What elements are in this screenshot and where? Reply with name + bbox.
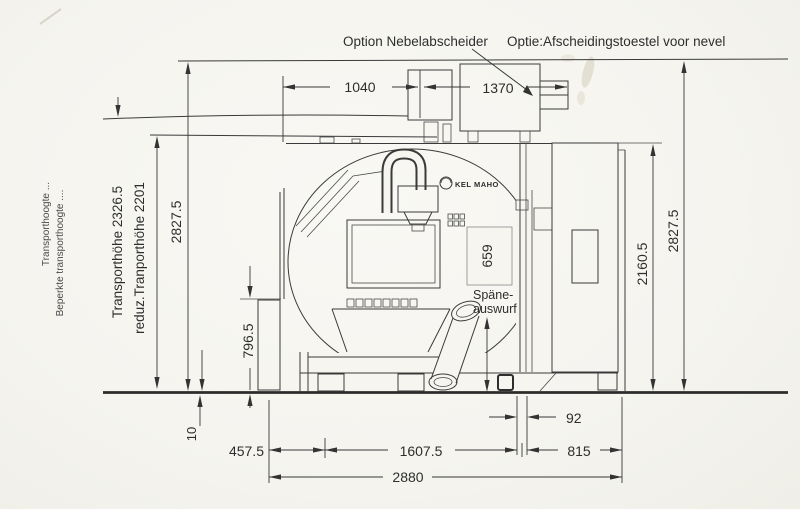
chip-label-line1: Späne- [473,288,514,302]
separator-attachment-bottom [540,95,568,109]
brand-text: KEL MAHO [455,180,499,189]
dim-table-height: 796.5 [240,323,256,359]
transport-label-german-2: reduz.Tranporthöhe 2201 [132,182,147,334]
dim-chip-height: 659 [479,244,495,268]
left-side-panel [258,300,280,390]
transport-labels [41,182,147,334]
electrical-cabinet [552,143,618,372]
option-label-dutch: Optie:Afscheidingstoestel voor nevel [507,34,726,49]
spindle-nose [404,212,432,224]
cabinet-foot [598,372,617,390]
transport-label-dutch-1: Transporthoogte ... [41,181,52,267]
viewing-window [347,220,440,288]
dim-plate-thickness: 10 [184,426,199,442]
separator-attachment-top [540,81,568,95]
dim-right-total-height: 2827.5 [665,209,681,253]
deckel-maho-logo-icon [440,177,452,189]
dim-left-total-height: 2827.5 [168,200,184,244]
transport-label-german-1: Transporthöhe 2326.5 [110,185,125,319]
dim-top-left: 1040 [344,79,376,95]
dim-bottom-mid: 1607.5 [399,443,443,459]
dim-bottom-right: 815 [567,443,591,459]
cabinet-door-panel [572,230,598,283]
right-dimensions [600,61,687,391]
mist-separator-unit [460,64,540,131]
dim-bottom-left: 457.5 [228,443,264,459]
vent-slats [347,299,417,307]
brand-logo [440,177,499,189]
dim-total-width: 2880 [392,469,424,485]
dim-top-right: 1370 [482,80,514,96]
bottom-dimensions [229,396,622,485]
option-label-german: Option Nebelabscheider [343,34,488,49]
machine-body [258,64,625,392]
top-unit-small [408,70,452,120]
chip-label-line2: auswurf [473,302,517,316]
transport-label-dutch-2: Beperkte transporthoogte .... [55,189,66,317]
connector-grid [448,214,465,226]
dim-cabinet-height: 2160.5 [634,242,650,286]
dim-anchor-gap: 92 [566,410,582,426]
